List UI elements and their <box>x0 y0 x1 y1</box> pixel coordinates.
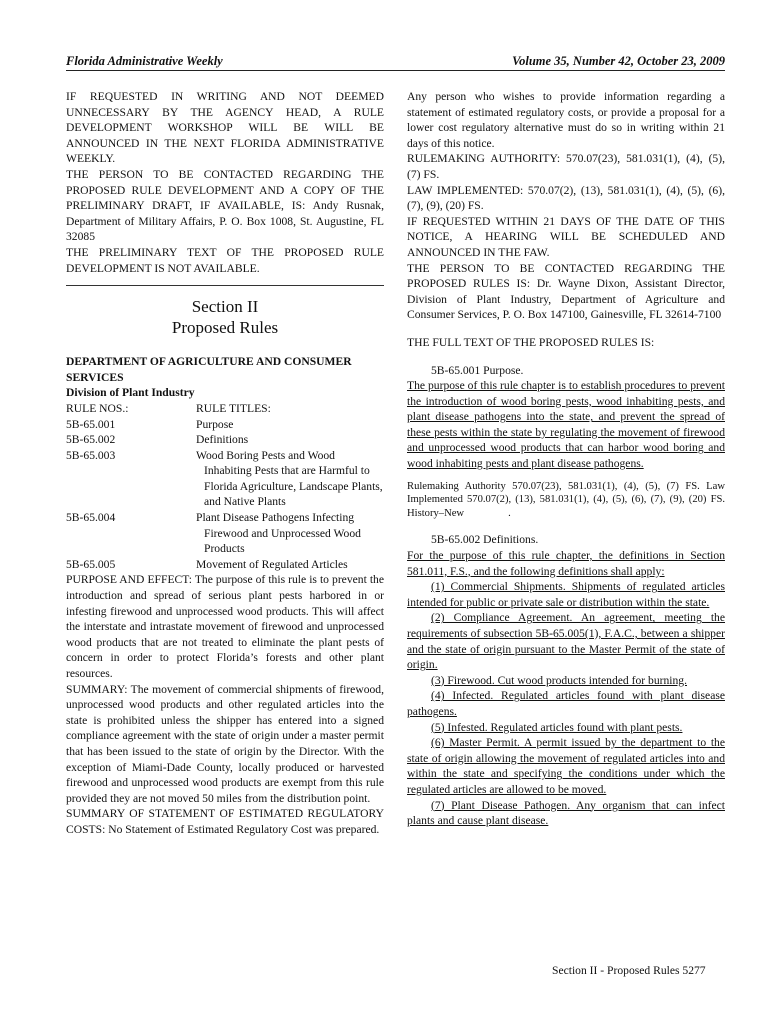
summary: SUMMARY: The movement of commercial shipments of firewood, unprocessed wood products and other regulated articles into the state is prohibited unless the shipper has entered into a signed compliance agreement with the state of origin under a master permit that has been issued to the state of origin by the Director. With the exception of Miami-Dade County, locally produced or harvested firewood and unprocessed wood products are exempt from this rule provided they are not moved 50 miles from the distribution point. <box>66 682 384 805</box>
rule-nos-label: RULE NOS.: <box>66 401 129 415</box>
section-title: Section II <box>191 297 259 317</box>
purpose-and-effect: PURPOSE AND EFFECT: The purpose of this rule is to prevent the introduction and spread of serious plant pests harbored in or infesting firewood and unprocessed wood products. This will affect the interstate and intrastate movement of firewood and unprocessed wood products that are not treated to eliminate the plant pests of concern in order to protect Florida’s forests and other plant resources. <box>66 573 384 680</box>
workshop-notice: IF REQUESTED IN WRITING AND NOT DEEMED UNNECESSARY BY THE AGENCY HEAD, A RULE DEVELOPMENT WORKSHOP WILL BE WILL BE ANNOUNCED IN THE NEXT FLORIDA ADMINISTRATIVE WEEKLY. <box>66 90 384 166</box>
definition-item: (6) Master Permit. A permit issued by the department to the state of origin allowing the movement of regulated articles into and within the state and specifying the conditions under which the regulated articles are allowed to be moved. <box>407 736 725 796</box>
preliminary-text-notice: THE PRELIMINARY TEXT OF THE PROPOSED RULE DEVELOPMENT IS NOT AVAILABLE. <box>66 245 384 275</box>
hearing-notice: IF REQUESTED WITHIN 21 DAYS OF THE DATE OF THIS NOTICE, A HEARING WILL BE SCHEDULED AND ANNOUNCED IN THE FAW. <box>407 214 725 259</box>
left-column <box>66 89 384 838</box>
rule-history-note <box>407 480 725 521</box>
rules-contact: THE PERSON TO BE CONTACTED REGARDING THE PROPOSED RULES IS: Dr. Wayne Dixon, Assistant Director, Division of Plant Industry, Department of Agriculture and Consumer Services, P. O. Box 147100, Gainesville, FL 32614-7100 <box>407 261 725 322</box>
rule-title: Plant Disease Pathogens Infecting Firewood and Unprocessed Wood Products <box>196 511 361 556</box>
department-name: DEPARTMENT OF AGRICULTURE AND CONSUMER SERVICES <box>66 355 352 384</box>
right-column <box>407 89 725 829</box>
section-subtitle: Proposed Rules <box>171 318 279 338</box>
rule-title: Definitions <box>196 433 249 447</box>
rule-number: 5B-65.001 <box>66 417 116 431</box>
definition-item: (1) Commercial Shipments. Shipments of regulated articles intended for public or private sale or distribution within the state. <box>407 580 725 609</box>
rule-heading-definitions: 5B-65.002 Definitions. <box>431 533 539 547</box>
regulatory-costs-summary: SUMMARY OF STATEMENT OF ESTIMATED REGULATORY COSTS: No Statement of Estimated Regulatory Cost was prepared. <box>66 807 384 836</box>
rule-title: Purpose <box>196 417 234 431</box>
section-divider <box>66 285 384 286</box>
section-heading <box>66 296 384 338</box>
rulemaking-authority: RULEMAKING AUTHORITY: 570.07(23), 581.031(1), (4), (5), (7) FS. <box>407 152 725 181</box>
page-footer: Section II - Proposed Rules 5277 <box>552 964 706 977</box>
definition-item: (7) Plant Disease Pathogen. Any organism that can infect plants and cause plant disease. <box>407 798 725 828</box>
rule-heading-purpose: 5B-65.001 Purpose. <box>431 363 524 377</box>
rule-title: Movement of Regulated Articles <box>196 557 348 571</box>
rule-number: 5B-65.005 <box>66 557 116 571</box>
rule-purpose-text: The purpose of this rule chapter is to establish procedures to prevent the introduction of wood boring pests, wood inhabiting pests, and plant disease pathogens into the state, and prevent the spread of these pests within the state by regulating the movement of firewood and unprocessed wood products that can harbor wood boring and wood inhabiting pests and plant disease pathogens. <box>407 379 725 471</box>
rules-table <box>66 401 384 573</box>
rule-titles-label: RULE TITLES: <box>196 401 271 415</box>
authority-citation: Rulemaking Authority 570.07(23), 581.031(1), (4), (5), (7) FS. Law Implemented 570.07(2), (13), 581.031(1), (4), (5), (6), (7), (9), (20) FS. History–New <box>407 480 725 519</box>
information-notice: Any person who wishes to provide information regarding a statement of estimated regulatory costs, or provide a proposal for a lower cost regulatory alternative must do so in writing within 21 days of this notice. <box>407 90 725 150</box>
rule-number: 5B-65.002 <box>66 433 116 447</box>
rule-number: 5B-65.003 <box>66 448 116 462</box>
law-implemented: LAW IMPLEMENTED: 570.07(2), (13), 581.031(1), (4), (5), (6), (7), (9), (20) FS. <box>407 183 725 213</box>
definition-item: (2) Compliance Agreement. An agreement, meeting the requirements of subsection 5B-65.005(1), F.A.C., between a shipper and the state of origin pursuant to the Master Permit of the state of origin. <box>407 611 725 672</box>
definition-item: (4) Infected. Regulated articles found with plant disease pathogens. <box>407 689 725 718</box>
definition-item: (5) Infested. Regulated articles found with plant pests. <box>431 720 683 734</box>
history-end: . <box>508 507 511 519</box>
division-name: Division of Plant Industry <box>66 386 195 400</box>
contact-notice: THE PERSON TO BE CONTACTED REGARDING THE PROPOSED RULE DEVELOPMENT AND A COPY OF THE PRELIMINARY DRAFT, IF AVAILABLE, IS: Andy Rusnak, Department of Military Affairs, P. O. Box 1008, St. Augustine, FL 32085 <box>66 167 384 244</box>
rule-title: Wood Boring Pests and Wood Inhabiting Pests that are Harmful to Florida Agriculture, Landscape Plants, and Native Plants <box>196 448 383 509</box>
publication-name: Florida Administrative Weekly <box>66 54 223 68</box>
full-text-heading: THE FULL TEXT OF THE PROPOSED RULES IS: <box>407 335 655 349</box>
definition-item: (3) Firewood. Cut wood products intended for burning. <box>431 673 687 687</box>
running-header <box>66 54 725 71</box>
definitions-intro: For the purpose of this rule chapter, the definitions in Section 581.011, F.S., and the following definitions shall apply: <box>407 549 725 578</box>
rule-number: 5B-65.004 <box>66 511 116 525</box>
issue-info: Volume 35, Number 42, October 23, 2009 <box>512 54 725 68</box>
